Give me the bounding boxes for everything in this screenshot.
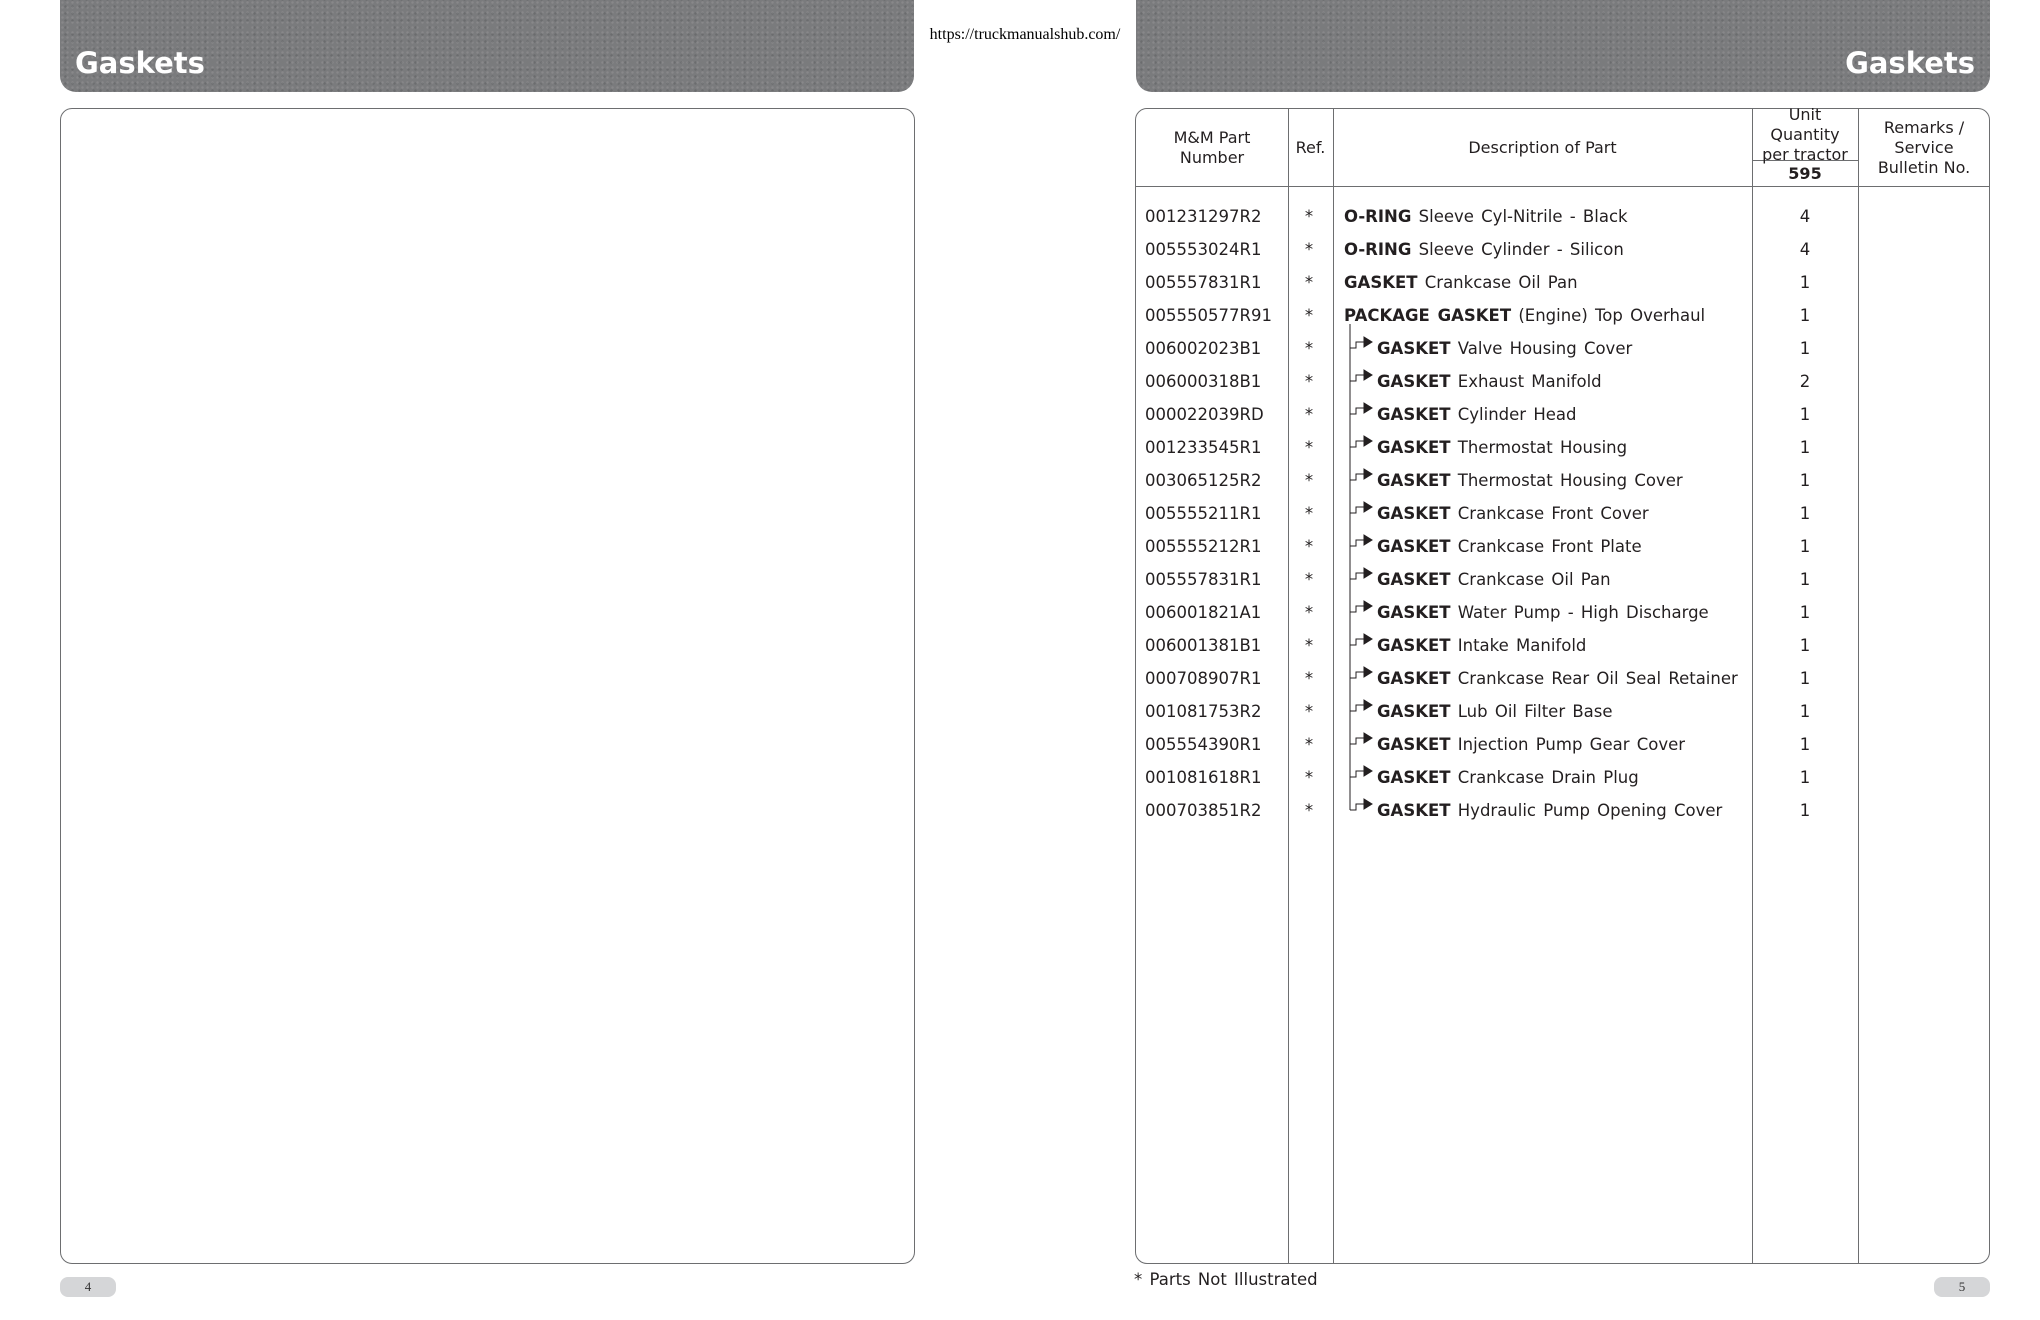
ref-marker: * bbox=[1304, 504, 1314, 523]
unit-quantity: 1 bbox=[1799, 702, 1811, 721]
header-remarks-line3: Bulletin No. bbox=[1877, 157, 1971, 177]
part-type: O-RING bbox=[1344, 240, 1412, 259]
unit-quantity: 2 bbox=[1799, 372, 1811, 391]
part-number: 001231297R2 bbox=[1145, 207, 1262, 226]
part-description bbox=[1344, 306, 1705, 325]
part-description bbox=[1344, 207, 1628, 226]
part-type: GASKET bbox=[1377, 570, 1451, 589]
part-description bbox=[1344, 273, 1578, 292]
header-part-number-line1: M&M Part bbox=[1173, 127, 1251, 147]
table-row bbox=[1136, 430, 1989, 463]
part-detail: Sleeve Cyl-Nitrile - Black bbox=[1418, 207, 1628, 226]
header-model-595: 595 bbox=[1788, 164, 1822, 183]
part-number: 000703851R2 bbox=[1145, 801, 1262, 820]
ref-marker: * bbox=[1304, 801, 1314, 820]
part-detail: Thermostat Housing Cover bbox=[1457, 471, 1683, 490]
unit-quantity: 4 bbox=[1799, 240, 1811, 259]
table-row bbox=[1136, 496, 1989, 529]
part-number: 005555211R1 bbox=[1145, 504, 1262, 523]
part-type: PACKAGE GASKET bbox=[1344, 306, 1512, 325]
unit-quantity: 1 bbox=[1799, 669, 1811, 688]
part-detail: Crankcase Front Plate bbox=[1457, 537, 1642, 556]
unit-quantity: 1 bbox=[1799, 438, 1811, 457]
part-detail: Cylinder Head bbox=[1457, 405, 1577, 424]
part-detail: Crankcase Oil Pan bbox=[1457, 570, 1611, 589]
table-row bbox=[1136, 463, 1989, 496]
right-page-title: Gaskets bbox=[1845, 46, 1975, 80]
part-description bbox=[1377, 570, 1611, 589]
part-description bbox=[1377, 339, 1632, 358]
part-description bbox=[1377, 372, 1602, 391]
table-row bbox=[1136, 232, 1989, 265]
part-detail: Crankcase Rear Oil Seal Retainer bbox=[1457, 669, 1738, 688]
part-number: 005553024R1 bbox=[1145, 240, 1262, 259]
unit-quantity: 1 bbox=[1799, 768, 1811, 787]
part-number: 000022039RD bbox=[1145, 405, 1264, 424]
part-detail: Intake Manifold bbox=[1457, 636, 1587, 655]
part-detail: Crankcase Oil Pan bbox=[1424, 273, 1578, 292]
table-row bbox=[1136, 331, 1989, 364]
part-type: O-RING bbox=[1344, 207, 1412, 226]
part-description bbox=[1377, 636, 1586, 655]
part-type: GASKET bbox=[1377, 702, 1451, 721]
ref-marker: * bbox=[1304, 768, 1314, 787]
part-description bbox=[1377, 603, 1709, 622]
ref-marker: * bbox=[1304, 669, 1314, 688]
unit-quantity: 1 bbox=[1799, 339, 1811, 358]
part-detail: Crankcase Drain Plug bbox=[1457, 768, 1639, 787]
unit-quantity: 1 bbox=[1799, 471, 1811, 490]
part-type: GASKET bbox=[1377, 372, 1451, 391]
part-description bbox=[1377, 537, 1642, 556]
header-qty-line1: Unit Quantity bbox=[1770, 105, 1840, 144]
part-description bbox=[1377, 438, 1627, 457]
right-page-banner bbox=[1136, 0, 1990, 92]
part-description bbox=[1377, 702, 1613, 721]
table-row bbox=[1136, 397, 1989, 430]
part-number: 006001821A1 bbox=[1145, 603, 1262, 622]
ref-marker: * bbox=[1304, 207, 1314, 226]
part-number: 006000318B1 bbox=[1145, 372, 1262, 391]
table-row bbox=[1136, 793, 1989, 826]
unit-quantity: 1 bbox=[1799, 537, 1811, 556]
ref-marker: * bbox=[1304, 273, 1314, 292]
footnote: * Parts Not Illustrated bbox=[1134, 1270, 1318, 1289]
part-detail: Crankcase Front Cover bbox=[1457, 504, 1649, 523]
table-row bbox=[1136, 727, 1989, 760]
ref-marker: * bbox=[1304, 405, 1314, 424]
unit-quantity: 1 bbox=[1799, 306, 1811, 325]
part-number: 001081618R1 bbox=[1145, 768, 1262, 787]
part-type: GASKET bbox=[1377, 603, 1451, 622]
part-description bbox=[1377, 801, 1722, 820]
part-number: 005555212R1 bbox=[1145, 537, 1262, 556]
part-type: GASKET bbox=[1377, 801, 1451, 820]
part-number: 001081753R2 bbox=[1145, 702, 1262, 721]
part-detail: Hydraulic Pump Opening Cover bbox=[1457, 801, 1723, 820]
header-description-label: Description of Part bbox=[1468, 137, 1617, 157]
part-detail: Water Pump - High Discharge bbox=[1457, 603, 1709, 622]
left-page-title: Gaskets bbox=[75, 46, 205, 80]
part-detail: Exhaust Manifold bbox=[1457, 372, 1602, 391]
part-type: GASKET bbox=[1377, 768, 1451, 787]
part-detail: Sleeve Cylinder - Silicon bbox=[1418, 240, 1624, 259]
part-number: 006001381B1 bbox=[1145, 636, 1262, 655]
part-detail: Thermostat Housing bbox=[1457, 438, 1628, 457]
part-detail: Valve Housing Cover bbox=[1457, 339, 1633, 358]
part-description bbox=[1377, 504, 1649, 523]
part-type: GASKET bbox=[1377, 669, 1451, 688]
unit-quantity: 1 bbox=[1799, 735, 1811, 754]
table-row bbox=[1136, 529, 1989, 562]
part-description bbox=[1377, 471, 1683, 490]
part-number: 001233545R1 bbox=[1145, 438, 1262, 457]
table-row bbox=[1136, 199, 1989, 232]
ref-marker: * bbox=[1304, 735, 1314, 754]
table-row bbox=[1136, 562, 1989, 595]
part-description bbox=[1377, 735, 1685, 754]
left-page-banner bbox=[60, 0, 914, 92]
unit-quantity: 1 bbox=[1799, 504, 1811, 523]
table-row bbox=[1136, 265, 1989, 298]
ref-marker: * bbox=[1304, 537, 1314, 556]
part-description bbox=[1377, 768, 1639, 787]
table-row bbox=[1136, 298, 1989, 331]
left-page-number: 4 bbox=[60, 1277, 116, 1297]
part-type: GASKET bbox=[1377, 537, 1451, 556]
unit-quantity: 1 bbox=[1799, 801, 1811, 820]
header-ref-label: Ref. bbox=[1295, 137, 1326, 157]
table-row bbox=[1136, 364, 1989, 397]
ref-marker: * bbox=[1304, 702, 1314, 721]
illustration-frame bbox=[60, 108, 915, 1264]
table-body bbox=[1136, 199, 1989, 826]
part-description bbox=[1344, 240, 1624, 259]
unit-quantity: 1 bbox=[1799, 603, 1811, 622]
right-page-number: 5 bbox=[1934, 1277, 1990, 1297]
part-type: GASKET bbox=[1377, 504, 1451, 523]
part-number: 005557831R1 bbox=[1145, 273, 1262, 292]
part-description bbox=[1377, 405, 1576, 424]
part-type: GASKET bbox=[1344, 273, 1418, 292]
part-type: GASKET bbox=[1377, 735, 1451, 754]
ref-marker: * bbox=[1304, 306, 1314, 325]
part-type: GASKET bbox=[1377, 471, 1451, 490]
part-number: 005550577R91 bbox=[1145, 306, 1272, 325]
part-number: 005554390R1 bbox=[1145, 735, 1262, 754]
table-row bbox=[1136, 694, 1989, 727]
header-part-number-line2: Number bbox=[1179, 147, 1245, 167]
ref-marker: * bbox=[1304, 471, 1314, 490]
part-type: GASKET bbox=[1377, 339, 1451, 358]
table-row bbox=[1136, 760, 1989, 793]
table-row bbox=[1136, 595, 1989, 628]
part-number: 005557831R1 bbox=[1145, 570, 1262, 589]
part-type: GASKET bbox=[1377, 636, 1451, 655]
header-remarks-line2: Service bbox=[1894, 137, 1954, 157]
source-url: https://truckmanualshub.com/ bbox=[929, 26, 1121, 43]
unit-quantity: 4 bbox=[1799, 207, 1811, 226]
ref-marker: * bbox=[1304, 438, 1314, 457]
part-number: 000708907R1 bbox=[1145, 669, 1262, 688]
unit-quantity: 1 bbox=[1799, 570, 1811, 589]
ref-marker: * bbox=[1304, 636, 1314, 655]
table-row bbox=[1136, 628, 1989, 661]
unit-quantity: 1 bbox=[1799, 273, 1811, 292]
part-description bbox=[1377, 669, 1738, 688]
part-type: GASKET bbox=[1377, 438, 1451, 457]
part-type: GASKET bbox=[1377, 405, 1451, 424]
header-qty-line2: per tractor bbox=[1762, 145, 1848, 164]
ref-marker: * bbox=[1304, 372, 1314, 391]
ref-marker: * bbox=[1304, 570, 1314, 589]
ref-marker: * bbox=[1304, 339, 1314, 358]
part-detail: (Engine) Top Overhaul bbox=[1518, 306, 1706, 325]
unit-quantity: 1 bbox=[1799, 405, 1811, 424]
part-detail: Injection Pump Gear Cover bbox=[1457, 735, 1686, 754]
ref-marker: * bbox=[1304, 603, 1314, 622]
part-detail: Lub Oil Filter Base bbox=[1457, 702, 1613, 721]
parts-table bbox=[1135, 105, 1990, 1264]
header-remarks-line1: Remarks / bbox=[1883, 117, 1965, 137]
ref-marker: * bbox=[1304, 240, 1314, 259]
part-number: 006002023B1 bbox=[1145, 339, 1262, 358]
table-row bbox=[1136, 661, 1989, 694]
part-number: 003065125R2 bbox=[1145, 471, 1262, 490]
unit-quantity: 1 bbox=[1799, 636, 1811, 655]
